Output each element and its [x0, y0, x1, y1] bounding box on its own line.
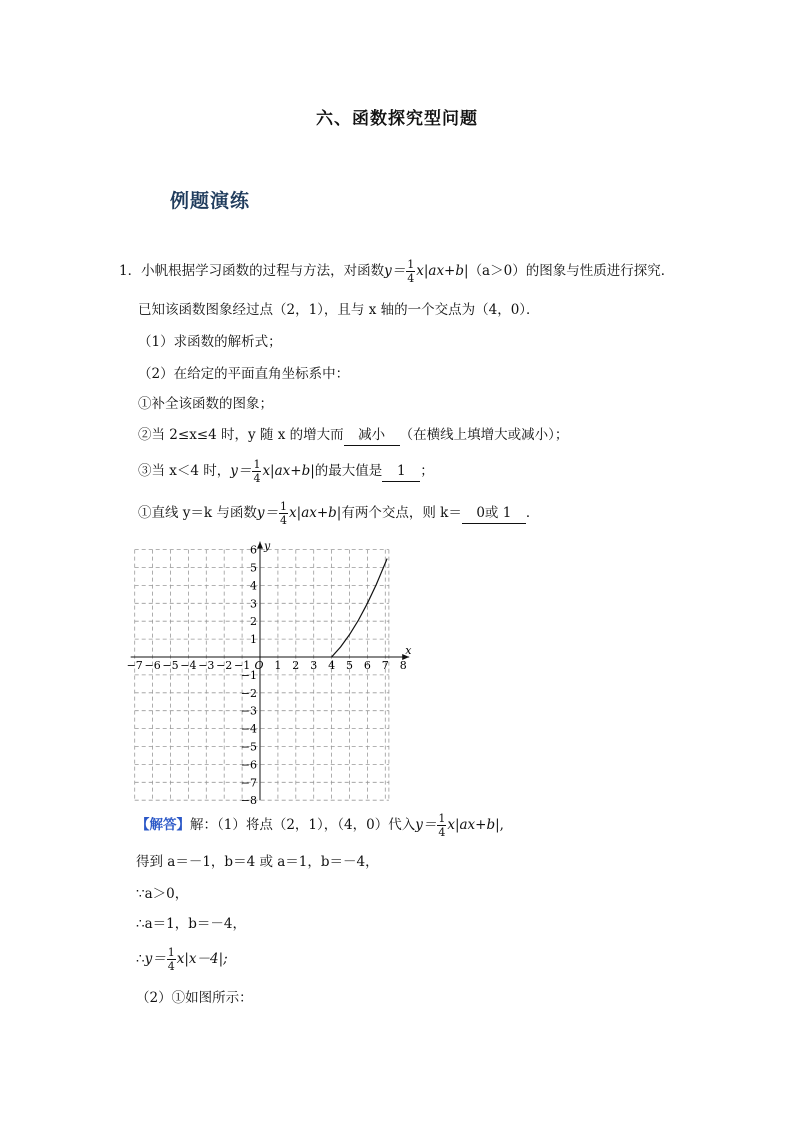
x-tick-label: −7 — [126, 659, 143, 672]
fraction-denominator: 4 — [438, 826, 446, 839]
formula-body: x|ax+b| — [289, 505, 342, 521]
fraction-quarter — [406, 258, 415, 285]
problem-intro-text-a: 小帆根据学习函数的过程与方法，对函数 — [141, 263, 385, 279]
x-tick-label: 6 — [363, 659, 371, 672]
page-title: 六、函数探究型问题 — [316, 109, 478, 129]
question-2-4 — [138, 500, 539, 527]
fraction-numerator: 1 — [407, 258, 415, 271]
x-tick-label: −2 — [216, 659, 233, 672]
x-tick-label: −6 — [144, 659, 161, 672]
formula-yeq: y＝ — [415, 817, 437, 833]
section-heading: 例题演练 — [170, 190, 251, 212]
solution-line-1-text: 解：（1）将点（2，1），（4，0）代入 — [190, 817, 416, 833]
question-2-3-text-b: 的最大值是 — [314, 463, 383, 479]
answer-blank-2-2: 减小 — [344, 425, 400, 446]
y-tick-label: 3 — [250, 597, 257, 611]
question-2-2-text-a: ②当 2≤x≤4 时，y 随 x 的增大而 — [138, 427, 344, 443]
fraction-denominator: 4 — [253, 472, 261, 485]
y-tick-label: 5 — [250, 561, 257, 575]
x-tick-label: 8 — [399, 659, 407, 672]
y-tick-label: −6 — [240, 758, 257, 772]
question-2-1: ①补全该函数的图象； — [138, 396, 273, 412]
y-tick-label: 4 — [250, 579, 257, 593]
fraction-quarter — [252, 458, 261, 485]
x-tick-label: 7 — [381, 659, 389, 672]
coordinate-graph — [126, 532, 426, 808]
solution-line-6: （2）①如图所示： — [136, 990, 253, 1006]
x-axis-label: x — [405, 644, 412, 657]
x-tick-label: −4 — [180, 659, 197, 672]
solution-line-5 — [136, 946, 228, 973]
question-2-2-text-b: （在横线上填增大或减小）； — [399, 427, 569, 443]
y-tick-label: −7 — [240, 776, 257, 790]
solution-line-5-prefix: ∴ — [136, 951, 145, 967]
problem-intro — [119, 258, 674, 285]
question-2-2 — [138, 425, 568, 446]
formula-body: x|ax+b| — [447, 817, 500, 833]
x-tick-label: −3 — [198, 659, 215, 672]
fraction-numerator: 1 — [167, 946, 175, 959]
formula-yeq: y＝ — [384, 263, 406, 279]
problem-number: 1． — [119, 263, 142, 279]
problem-intro-text-b: 的图象与性质进行探究． — [525, 263, 675, 279]
x-tick-label: 4 — [328, 659, 336, 672]
question-1: （1）求函数的解析式； — [138, 334, 282, 350]
y-tick-label: −1 — [240, 668, 257, 682]
x-tick-label: 2 — [292, 659, 300, 672]
question-2: （2）在给定的平面直角坐标系中： — [138, 366, 350, 382]
formula-yeq: y＝ — [230, 463, 252, 479]
y-tick-label: −5 — [240, 740, 257, 754]
question-2-3-end: ； — [420, 463, 434, 479]
question-2-4-end: ． — [525, 505, 540, 521]
solution-line-3: ∵a＞0， — [136, 886, 189, 902]
y-tick-label: 6 — [250, 543, 257, 557]
question-2-3-text-a: ③当 x＜4 时， — [138, 463, 231, 479]
y-tick-label: −4 — [240, 722, 257, 736]
x-tick-label: 3 — [310, 659, 318, 672]
y-axis-label: y — [264, 539, 271, 553]
function-curve — [332, 559, 387, 657]
fraction-denominator: 4 — [167, 960, 175, 973]
y-tick-label: −8 — [240, 794, 257, 808]
answer-blank-2-3: 1 — [382, 461, 420, 482]
question-2-4-text-a: ①直线 y＝k 与函数 — [138, 505, 257, 521]
fraction-denominator: 4 — [280, 514, 288, 527]
origin-label: O — [254, 659, 264, 672]
y-axis-arrow — [257, 542, 263, 549]
x-tick-label: −5 — [162, 659, 179, 672]
fraction-quarter — [437, 812, 446, 839]
fraction-denominator: 4 — [407, 272, 415, 285]
y-tick-label: −3 — [240, 704, 257, 718]
x-tick-label: 1 — [274, 659, 282, 672]
solution-line-1 — [136, 812, 504, 839]
fraction-numerator: 1 — [253, 458, 261, 471]
formula-body: x|ax+b| — [416, 263, 469, 279]
condition-text: （a＞0） — [468, 263, 526, 279]
formula-body: x|ax+b| — [262, 463, 315, 479]
fraction-numerator: 1 — [280, 500, 288, 513]
formula-yeq: y＝ — [144, 951, 166, 967]
y-tick-label: −2 — [240, 686, 257, 700]
y-tick-label: 1 — [250, 633, 257, 647]
formula-body-solution: x|x－4|; — [176, 951, 228, 967]
fraction-quarter — [167, 946, 176, 973]
solution-line-2: 得到 a＝－1，b＝4 或 a＝1，b＝－4， — [136, 854, 379, 870]
solution-line-4: ∴a＝1，b＝－4， — [136, 916, 246, 932]
question-2-4-text-b: 有两个交点，则 k＝ — [341, 505, 462, 521]
x-tick-label: −1 — [233, 659, 251, 672]
answer-blank-2-4: 0或 1 — [462, 503, 526, 524]
fraction-numerator: 1 — [438, 812, 446, 825]
x-tick-label: 5 — [346, 659, 353, 672]
formula-yeq: y＝ — [256, 505, 279, 521]
question-2-3 — [138, 458, 434, 485]
solution-line-1-end: , — [499, 817, 504, 833]
solution-tag: 【解答】 — [136, 817, 190, 833]
problem-known: 已知该函数图象经过点（2，1），且与 x 轴的一个交点为（4，0）． — [138, 302, 540, 318]
y-tick-label: 2 — [250, 615, 257, 629]
fraction-quarter — [279, 500, 288, 527]
